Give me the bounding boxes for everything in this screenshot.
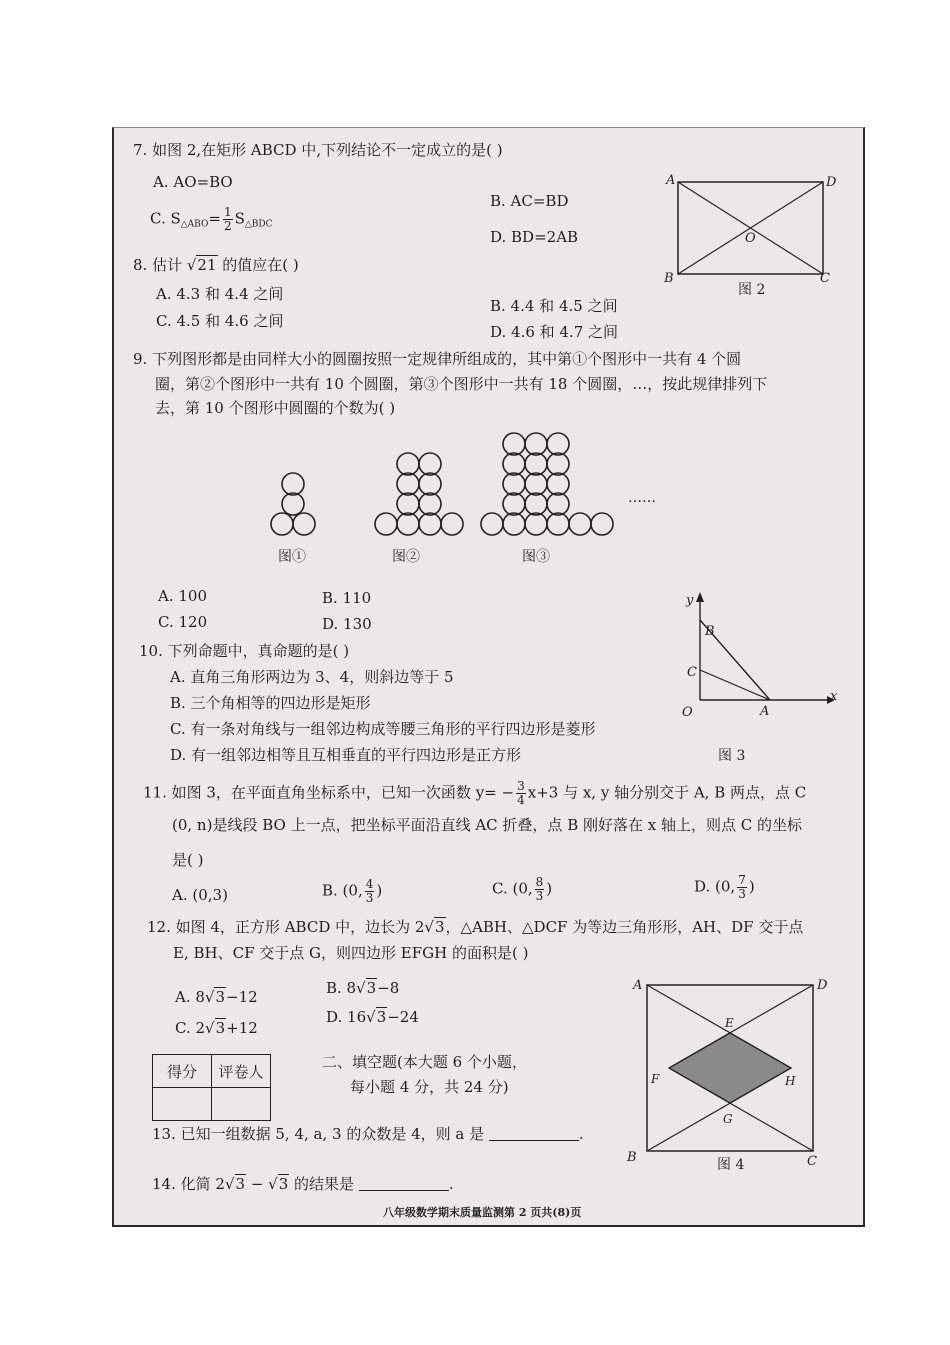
fig2-label-c: C — [820, 271, 830, 286]
q11-option-b: B. (0, $\frac{4}{3}$ ) — [322, 877, 383, 905]
fig4-label-a: A — [633, 978, 643, 993]
q8-option-d: D. 4.6 和 4.7 之间 — [490, 323, 619, 341]
fig2-caption: 图 2 — [738, 282, 766, 298]
q11-option-d: D. (0, $\frac{7}{3}$ ) — [694, 873, 755, 901]
fig3-label-c: C — [687, 665, 697, 680]
q11-option-c: C. (0, $\frac{8}{3}$ ) — [492, 875, 553, 903]
fig3-label-a: A — [760, 704, 770, 719]
figure-2-rectangle — [660, 170, 840, 300]
caption-figure-2: 图② — [392, 549, 420, 565]
q11-line-3: 是( ) — [172, 851, 204, 869]
q11-line-1: 11. 如图 3，在平面直角坐标系中，已知一次函数 y= − $\frac{3}{4}$ x+3 与 x, y 轴分别交于 A, B 两点，点 C — [143, 779, 807, 807]
q10-option-a: A. 直角三角形两边为 3、4，则斜边等于 5 — [170, 668, 454, 686]
circle-pattern-figures — [260, 420, 680, 575]
q7-option-d: D. BD=2AB — [490, 228, 579, 246]
q12-option-b: B. 8√3−8 — [326, 979, 400, 997]
q12-option-c: C. 2√3+12 — [175, 1019, 258, 1037]
fig4-label-h: H — [785, 1074, 796, 1088]
q9-line-1: 9. 下列图形都是由同样大小的圆圈按照一定规律所组成的，其中第①个图形中一共有 4 个圆 — [133, 350, 742, 368]
fig4-label-f: F — [651, 1072, 660, 1086]
score-grader-table — [152, 1054, 271, 1121]
q13-answer-blank[interactable] — [489, 1126, 579, 1141]
fig4-label-d: D — [817, 978, 828, 993]
section-2-title: 二、填空题(本大题 6 个小题， — [322, 1053, 527, 1071]
y-axis-arrow-icon — [696, 592, 704, 602]
q7-stem: 7. 如图 2,在矩形 ABCD 中,下列结论不一定成立的是( ) — [133, 141, 503, 159]
fig2-label-o: O — [745, 231, 756, 246]
fig3-label-x: x — [830, 689, 838, 704]
score-header: 得分 — [153, 1055, 212, 1088]
q12-option-a: A. 8√3−12 — [175, 988, 258, 1006]
q7-option-a: A. AO=BO — [153, 173, 233, 191]
q8-stem: 8. 估计 √21 的值应在( ) — [133, 256, 299, 274]
fig4-label-c: C — [807, 1154, 817, 1169]
circle-figure-1 — [271, 473, 315, 535]
grader-header: 评卷人 — [212, 1055, 271, 1088]
fig2-label-d: D — [826, 175, 837, 190]
fig4-label-e: E — [725, 1016, 734, 1030]
q12-line-1: 12. 如图 4，正方形 ABCD 中，边长为 2√3，△ABH、△DCF 为等边三角形形，AH、DF 交于点 — [147, 918, 804, 936]
page-footer: 八年级数学期末质量监测第 2 页共(8)页 — [383, 1206, 582, 1219]
q11-line-2: (0, n)是线段 BO 上一点，把坐标平面沿直线 AC 折叠，点 B 刚好落在 x 轴上，则点 C 的坐标 — [172, 816, 802, 834]
q10-option-b: B. 三个角相等的四边形是矩形 — [170, 694, 371, 712]
q12-line-2: E, BH、CF 交于点 G，则四边形 EFGH 的面积是( ) — [173, 944, 529, 962]
shaded-quadrilateral-efgh — [669, 1033, 791, 1103]
figure-4-square — [625, 975, 840, 1175]
caption-figure-1: 图① — [278, 549, 306, 565]
score-cell[interactable] — [153, 1088, 212, 1121]
caption-figure-3: 图③ — [522, 549, 550, 565]
fig3-caption: 图 3 — [718, 748, 746, 764]
circle-figure-2 — [375, 453, 463, 535]
q11-option-a: A. (0,3) — [172, 886, 228, 904]
q8-option-c: C. 4.5 和 4.6 之间 — [156, 312, 284, 330]
q8-option-a: A. 4.3 和 4.4 之间 — [156, 285, 284, 303]
fig4-caption: 图 4 — [717, 1157, 745, 1173]
pattern-continues-dots: …… — [628, 490, 656, 506]
q9-option-a: A. 100 — [158, 587, 207, 605]
q14-text: 14. 化简 2√3 − √3 的结果是 . — [152, 1175, 454, 1193]
q10-option-d: D. 有一组邻边相等且互相垂直的平行四边形是正方形 — [170, 746, 522, 764]
fig4-label-b: B — [627, 1150, 637, 1165]
fig2-label-b: B — [664, 271, 674, 286]
figure-3-coordinate-plane — [672, 588, 847, 768]
section-2-subtitle: 每小题 4 分，共 24 分) — [350, 1078, 509, 1096]
q9-line-3: 去，第 10 个图形中圆圈的个数为( ) — [155, 399, 396, 417]
q8-option-b: B. 4.4 和 4.5 之间 — [490, 297, 618, 315]
fig4-label-g: G — [723, 1112, 733, 1126]
q9-option-d: D. 130 — [322, 615, 372, 633]
q9-line-2: 圈，第②个图形中一共有 10 个圆圈，第③个图形中一共有 18 个圆圈，…，按此规律排列下 — [155, 375, 768, 393]
q12-option-d: D. 16√3−24 — [326, 1008, 419, 1026]
q10-option-c: C. 有一条对角线与一组邻边构成等腰三角形的平行四边形是菱形 — [170, 720, 596, 738]
q7-option-c: C. $S_{\triangle ABO}=$ $\frac{1}{2}$ $S_{\triangle BDC}$ — [150, 205, 273, 233]
q7-option-b: B. AC=BD — [490, 192, 569, 210]
q13-text: 13. 已知一组数据 5, 4, a, 3 的众数是 4，则 a 是 . — [152, 1125, 584, 1143]
fig3-label-o: O — [682, 705, 693, 720]
fig2-label-a: A — [666, 173, 676, 188]
grader-cell[interactable] — [212, 1088, 271, 1121]
fig3-label-b: B — [705, 624, 715, 639]
q14-answer-blank[interactable] — [359, 1176, 449, 1191]
q10-stem: 10. 下列命题中，真命题的是( ) — [139, 642, 350, 660]
q9-option-b: B. 110 — [322, 589, 372, 607]
line-ac — [700, 670, 770, 700]
fig3-label-y: y — [686, 593, 694, 608]
q9-option-c: C. 120 — [158, 613, 208, 631]
circle-figure-3 — [481, 433, 613, 535]
